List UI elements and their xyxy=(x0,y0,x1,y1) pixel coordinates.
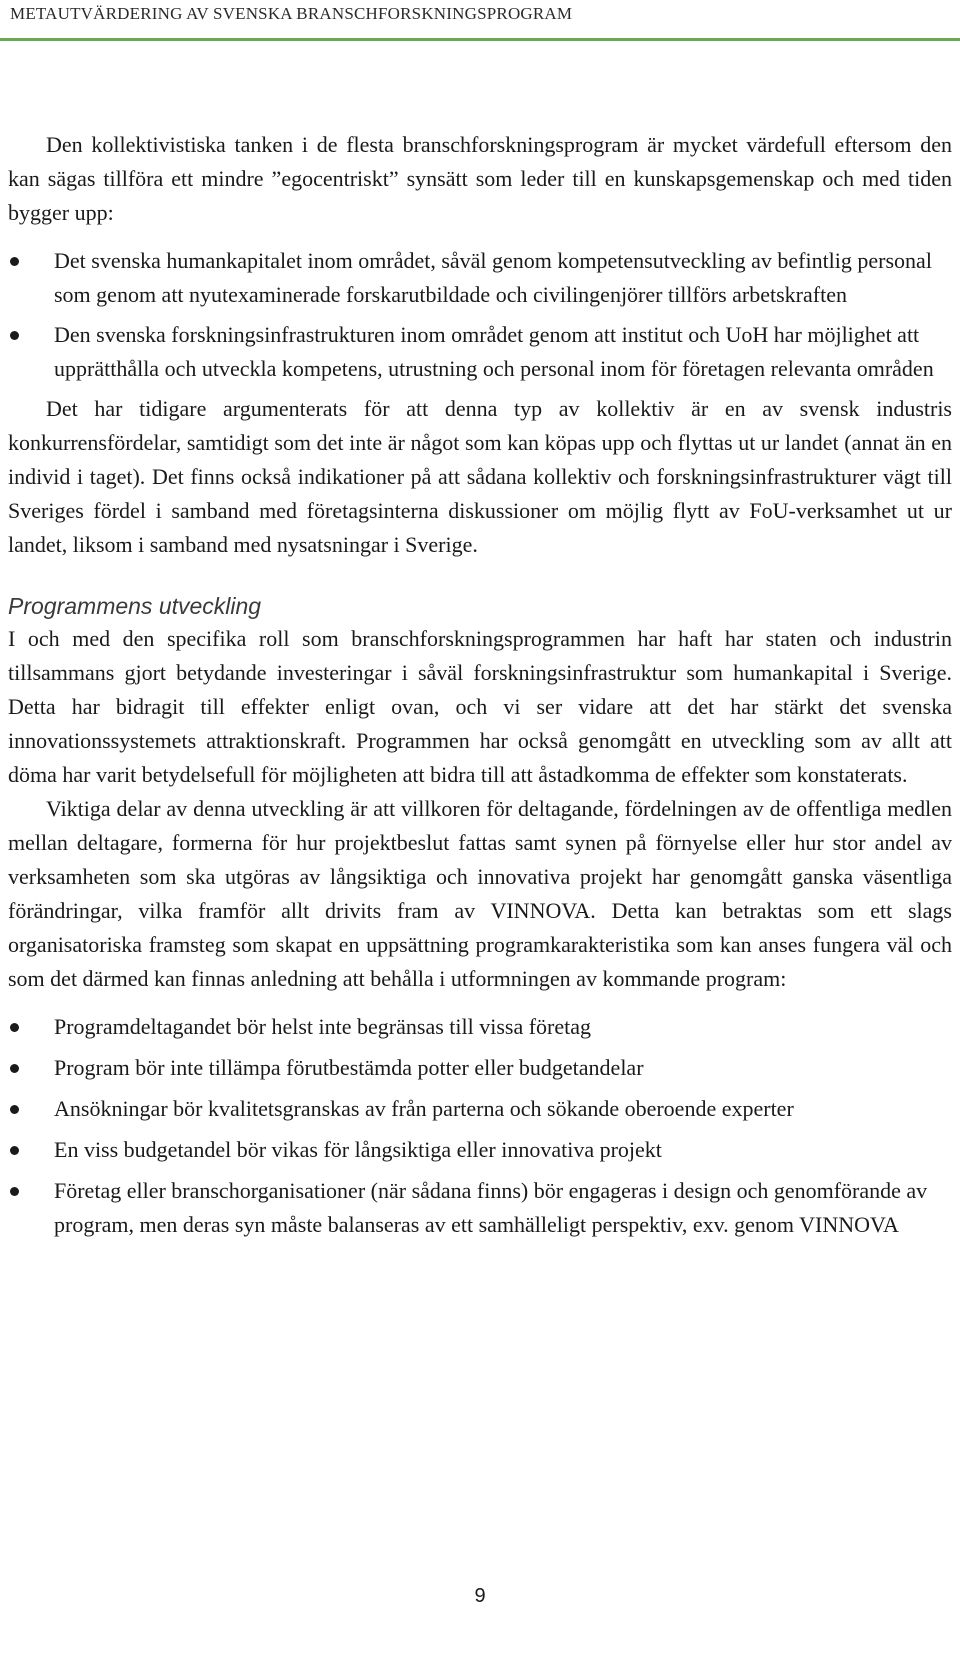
page-number: 9 xyxy=(474,1585,486,1607)
running-header: METAUTVÄRDERING AV SVENSKA BRANSCHFORSKNINGSPROGRAM xyxy=(10,4,573,23)
bullet-icon xyxy=(10,331,19,340)
bullet-icon xyxy=(10,1187,19,1196)
bullet-icon xyxy=(10,1023,19,1032)
list-item-text: Program bör inte tillämpa förutbestämda potter eller budgetandelar xyxy=(54,1055,644,1080)
list-item-text: Företag eller branschorganisationer (när sådana finns) bör engageras i design och genomförande av program, men deras syn måste balanseras av ett samhälleligt perspektiv, exv. genom VINNOVA xyxy=(54,1178,928,1237)
list-item xyxy=(8,244,952,312)
argument-paragraph: Det har tidigare argumenterats för att denna typ av kollektiv är en av svensk industris konkurrensfördelar, samtidigt som det inte är något som kan köpas upp och flyttas ut ur landet (annat än en individ i taget). Det finns också indikationer på att sådana kollektiv och forskningsinfrastrukturer vägt till Sveriges fördel i samband med företagsinterna diskussioner om möjlig flytt av FoU-verksamhet ut ur landet, liksom i samband med nysatsningar i Sverige. xyxy=(8,396,952,557)
list-item-text: Ansökningar bör kvalitetsgranskas av från parterna och sökande oberoende experter xyxy=(54,1096,794,1121)
header-rule xyxy=(0,38,960,41)
list-item xyxy=(8,318,952,386)
bullet-icon xyxy=(10,1105,19,1114)
list-item-text: En viss budgetandel bör vikas för långsiktiga eller innovativa projekt xyxy=(54,1137,662,1162)
list-item-text: Den svenska forskningsinfrastrukturen inom området genom att institut och UoH har möjlighet att upprätthålla och utveckla kompetens, utrustning och personal inom för företagen relevanta områden xyxy=(54,322,934,381)
program-bullet-list xyxy=(8,1010,952,1242)
bullet-icon xyxy=(10,1064,19,1073)
page-body xyxy=(8,128,952,1242)
section-paragraph: Viktiga delar av denna utveckling är att villkoren för deltagande, fördelningen av de offentliga medlen mellan deltagare, formerna för hur projektbeslut fattas samt synen på förnyelse eller hur stor andel av verksamheten som ska utgöras av långsiktiga och innovativa projekt har genomgått ganska väsentliga förändringar, vilka framför allt drivits fram av VINNOVA. Detta kan betraktas som ett slags organisatoriska framsteg som skapat en uppsättning programkarakteristika som kan anses fungera väl och som det därmed kan finnas anledning att behålla i utformningen av kommande program: xyxy=(8,796,952,991)
section-paragraph: I och med den specifika roll som branschforskningsprogrammen har haft har staten och industrin tillsammans gjort betydande investeringar i såväl forskningsinfrastruktur som humankapital i Sverige. Detta har bidragit till effekter enligt ovan, och vi ser vidare att det har stärkt det svenska innovationssystemets attraktionskraft. Programmen har också genomgått en utveckling som av allt att döma har varit betydelsefull för möjligheten att bidra till att åstadkomma de effekter som konstaterats. xyxy=(8,626,952,787)
intro-paragraph: Den kollektivistiska tanken i de flesta branschforskningsprogram är mycket värdefull eftersom den kan sägas tillföra ett mindre ”egocentriskt” synsätt som leder till en kunskapsgemenskap och med tiden bygger upp: xyxy=(8,132,952,225)
list-item xyxy=(8,1051,952,1085)
list-item xyxy=(8,1010,952,1044)
list-item xyxy=(8,1092,952,1126)
bullet-icon xyxy=(10,257,19,266)
intro-bullet-list xyxy=(8,244,952,386)
list-item xyxy=(8,1174,952,1242)
section-heading: Programmens utveckling xyxy=(8,593,262,619)
list-item-text: Programdeltagandet bör helst inte begränsas till vissa företag xyxy=(54,1014,592,1039)
bullet-icon xyxy=(10,1146,19,1155)
list-item-text: Det svenska humankapitalet inom området, såväl genom kompetensutveckling av befintlig personal som genom att nyutexaminerade forskarutbildade och civilingenjörer tillförs arbetskraften xyxy=(54,248,932,307)
list-item xyxy=(8,1133,952,1167)
